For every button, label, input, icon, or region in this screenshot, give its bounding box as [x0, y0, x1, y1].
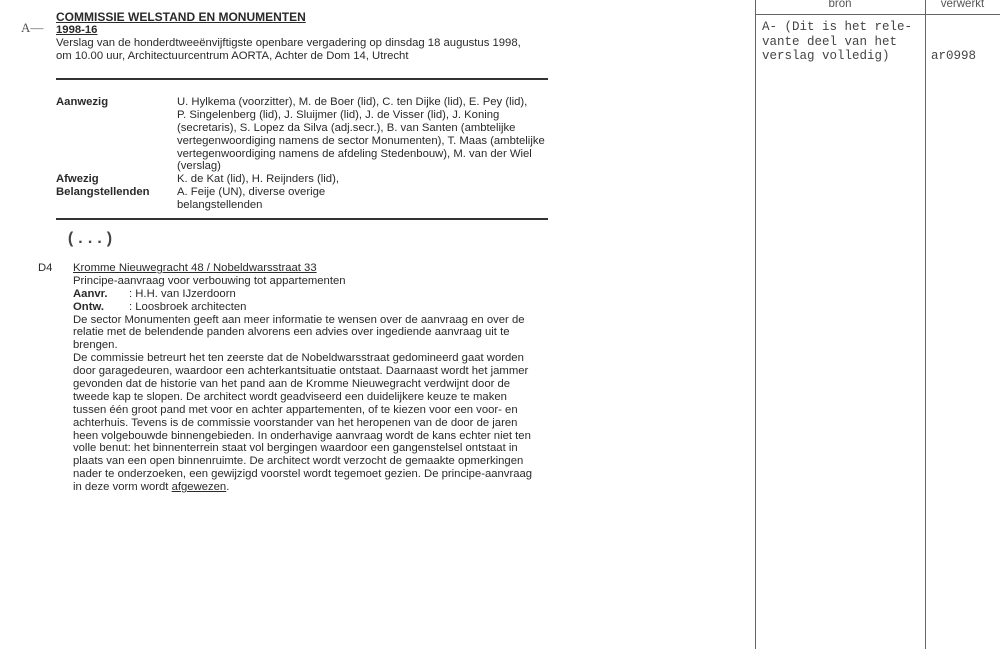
body-line: relatie met de belendende panden alvorens een advies over ingediende aanvraag uit te [73, 326, 510, 339]
present-line: P. Singelenberg (lid), J. Sluijmer (lid), J. de Visser (lid), J. Koning [177, 108, 500, 121]
divider [56, 218, 548, 220]
absent-label: Afwezig [56, 173, 99, 185]
bron-line: A- (Dit is het rele- [762, 20, 913, 34]
column-header-verwerkt: verwerkt [940, 0, 985, 10]
bron-cell [762, 20, 912, 64]
ellipsis-mark: (...) [66, 230, 115, 248]
body-line: achterhuis. Tevens is de commissie voorstander van het heropenen van de door de jaren [73, 416, 518, 429]
verwerkt-cell: ar0998 [931, 49, 977, 63]
present-line: (verslag) [177, 160, 221, 173]
bron-line: verslag volledig) [762, 49, 890, 64]
applicant: : H.H. van IJzerdoorn [129, 287, 236, 300]
body-line: De commissie betreurt het ten zeerste dat de Nobeldwarsstraat gedomineerd gaat worden [73, 352, 524, 365]
body-line: De sector Monumenten geeft aan meer informatie te wensen over de aanvraag en over de [73, 313, 525, 326]
body-line: door garagedeuren, waardoor een achterkantsituatie ontstaat. Daarnaast wordt het jammer [73, 365, 529, 378]
body-line: plaats van een open binnenruimte. De architect wordt verzocht de gemaakte opmerkingen [73, 455, 524, 468]
verdict: afgewezen [171, 481, 227, 494]
table-header-line [755, 14, 1000, 15]
item-address: Kromme Nieuwegracht 48 / Nobeldwarsstraat 33 [73, 262, 317, 274]
agenda-item [73, 262, 532, 494]
period: . [226, 481, 230, 494]
applicant-label: Aanvr. [73, 287, 108, 300]
document-header [56, 11, 521, 63]
body-line: in deze vorm wordt [73, 481, 172, 494]
bron-line: vante deel van het [762, 34, 898, 49]
intro-line: Verslag van de honderdtweeënvijftigste openbare vergadering op dinsdag 18 augustus 1998, [56, 36, 521, 49]
table-border [925, 0, 926, 649]
body-line: volle benut: het binnenterrein staat vol bergingen waardoor een gangenstelsel ontstaat in [73, 442, 518, 455]
divider [56, 78, 548, 80]
designer-label: Ontw. [73, 300, 104, 313]
body-line: heen volgebouwde binnengebieden. In onderhavige aanvraag wordt de kans echter niet ten [73, 429, 531, 442]
designer: : Loosbroek architecten [129, 300, 247, 313]
document-number: 1998-16 [56, 23, 98, 36]
document-title: COMMISSIE WELSTAND EN MONUMENTEN [56, 10, 306, 24]
body-line: tussen één groot pand met voor en achter appartementen, of te kiezen voor een voor- en [73, 403, 518, 416]
present-line: (secretaris), S. Lopez da Silva (adj.secr.), B. van Santen (ambtelijke [177, 121, 516, 134]
body-line: tweede kap te slopen. De architect wordt geadviseerd een duidelijkere keuze te maken [73, 390, 507, 403]
present-line: vertegenwoordiging namens de afdeling Stedenbouw), M. van der Wiel [177, 147, 532, 160]
absent-list: K. de Kat (lid), H. Reijnders (lid), [177, 173, 339, 186]
stakeholders-line: belangstellenden [177, 199, 263, 212]
item-code: D4 [38, 262, 53, 274]
present-line: vertegenwoordiging namens de sector Monumenten), T. Maas (ambtelijke [177, 134, 545, 147]
margin-mark: A— [21, 20, 44, 35]
body-line: nader te onderzoeken, een gewijzigd voorstel wordt tegemoet gezien. De principe-aanvraag [73, 468, 533, 481]
table-border [755, 0, 756, 649]
stakeholders-label: Belangstellenden [56, 186, 150, 198]
column-header-bron: bron [828, 0, 852, 10]
present-list [177, 96, 545, 212]
intro-line: om 10.00 uur, Architectuurcentrum AORTA, Achter de Dom 14, Utrecht [56, 49, 409, 62]
body-line: brengen. [73, 339, 118, 352]
present-label: Aanwezig [56, 96, 109, 108]
stakeholders-line: A. Feije (UN), diverse overige [177, 186, 326, 199]
body-line: gevonden dat de historie van het pand aan de Kromme Nieuwegracht verdwijnt door de [73, 378, 511, 391]
present-line: U. Hylkema (voorzitter), M. de Boer (lid), C. ten Dijke (lid), E. Pey (lid), [177, 96, 528, 108]
item-subject: Principe-aanvraag voor verbouwing tot appartementen [73, 274, 346, 287]
